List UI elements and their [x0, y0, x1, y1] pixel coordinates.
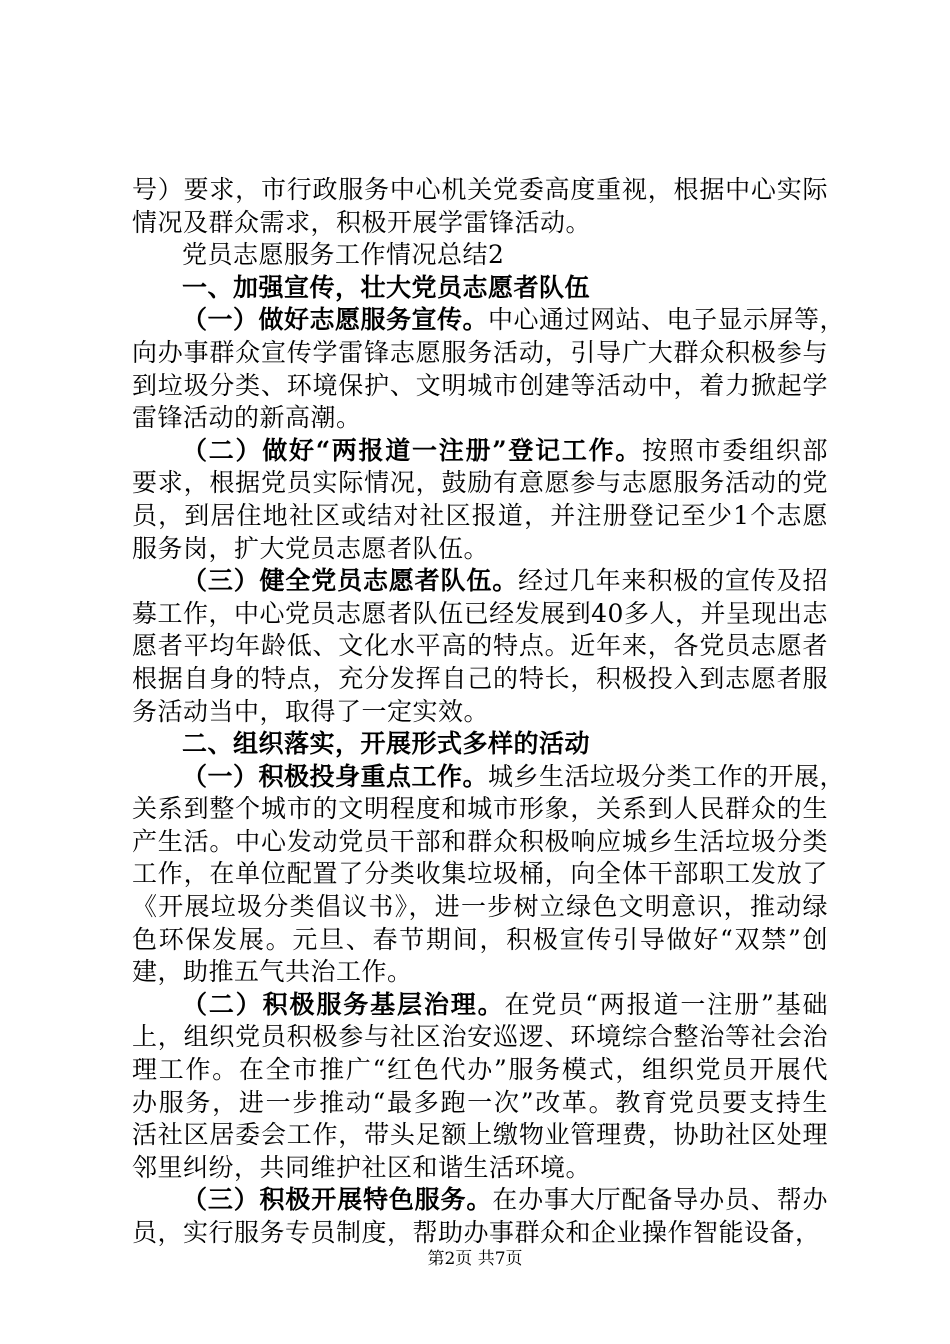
line-text: 二、组织落实，开展形式多样的活动	[182, 729, 591, 759]
paragraph	[132, 304, 846, 434]
line-text: 号）要求，市行政服务中心机关党委高度重视，根据中心实际	[132, 175, 828, 204]
line-text: 根据自身的特点，充分发挥自己的特长，积极投入到志愿者服	[132, 663, 828, 693]
paragraph	[132, 989, 828, 1185]
text-line	[132, 1152, 828, 1185]
line-text: 党员志愿服务工作情况总结2	[182, 240, 505, 270]
text-line	[132, 891, 828, 924]
text-line	[132, 239, 828, 272]
text-line	[132, 174, 828, 207]
text-line	[132, 304, 846, 337]
document-body	[132, 174, 846, 1250]
section-heading	[132, 728, 828, 761]
paragraph-lead: （三）积极开展特色服务。	[182, 1185, 493, 1215]
text-line	[132, 1087, 828, 1120]
section-heading	[132, 272, 828, 305]
paragraph-lead: （二）积极服务基层治理。	[182, 989, 505, 1019]
line-text: 《开展垃圾分类倡议书》，进一步树立绿色文明意识，推动绿	[132, 892, 828, 922]
paragraph	[132, 239, 828, 272]
paragraph	[132, 761, 846, 989]
line-text: 情况及群众需求，积极开展学雷锋活动。	[132, 207, 592, 237]
text-line	[132, 1054, 828, 1087]
text-line	[132, 272, 828, 305]
paragraph	[132, 174, 828, 239]
line-text: 工作，在单位配置了分类收集垃圾桶，向全体干部职工发放了	[132, 859, 828, 889]
text-line	[132, 207, 828, 240]
text-line	[132, 989, 828, 1022]
paragraph	[132, 565, 828, 728]
line-text: 建，助推五气共治工作。	[132, 957, 413, 987]
text-line	[132, 924, 828, 957]
text-line	[132, 598, 828, 631]
line-text: 城乡生活垃圾分类工作的开展，	[488, 761, 846, 791]
line-text: 色环保发展。元旦、春节期间，积极宣传引导做好“双禁”创	[132, 924, 828, 954]
line-text: 一、加强宣传，壮大党员志愿者队伍	[182, 272, 591, 302]
text-line	[132, 858, 828, 891]
line-text: 要求，根据党员实际情况，鼓励有意愿参与志愿服务活动的党	[132, 468, 828, 498]
text-line	[132, 500, 828, 533]
paragraph	[132, 435, 828, 565]
line-text: 在办事大厅配备导办员、帮办	[492, 1185, 828, 1215]
paragraph-lead: （三）健全党员志愿者队伍。	[182, 566, 519, 596]
paragraph-lead: （一）积极投身重点工作。	[182, 761, 489, 791]
line-text: 中心通过网站、电子显示屏等，	[488, 305, 846, 335]
line-text: 经过几年来积极的宣传及招	[518, 566, 828, 596]
text-line	[132, 435, 828, 468]
text-line	[132, 630, 828, 663]
text-line	[132, 565, 828, 598]
text-line	[132, 663, 828, 696]
line-text: 务活动当中，取得了一定实效。	[132, 696, 490, 726]
text-line	[132, 826, 828, 859]
line-text: 募工作，中心党员志愿者队伍已经发展到40多人，并呈现出志	[132, 598, 828, 628]
line-text: 员，实行服务专员制度，帮助办事群众和企业操作智能设备，	[132, 1218, 821, 1247]
text-line	[132, 1184, 828, 1217]
line-text: 向办事群众宣传学雷锋志愿服务活动，引导广大群众积极参与	[132, 337, 828, 367]
line-text: 在党员“两报道一注册”基础	[504, 989, 828, 1019]
line-text: 上，组织党员积极参与社区治安巡逻、环境综合整治等社会治	[132, 1022, 828, 1052]
line-text: 愿者平均年龄低、文化水平高的特点。近年来，各党员志愿者	[132, 631, 828, 661]
text-line	[132, 402, 828, 435]
line-text: 办服务，进一步推动“最多跑一次”改革。教育党员要支持生	[132, 1087, 828, 1117]
line-text: 关系到整个城市的文明程度和城市形象，关系到人民群众的生	[132, 794, 828, 824]
line-text: 员，到居住地社区或结对社区报道，并注册登记至少1个志愿	[132, 500, 828, 530]
text-line	[132, 956, 828, 989]
text-line	[132, 1119, 828, 1152]
line-text: 活社区居委会工作，带头足额上缴物业管理费，协助社区处理	[132, 1120, 828, 1150]
paragraph-lead: （一）做好志愿服务宣传。	[182, 305, 489, 335]
line-text: 服务岗，扩大党员志愿者队伍。	[132, 533, 490, 563]
text-line	[132, 793, 828, 826]
text-line	[132, 337, 828, 370]
text-line	[132, 370, 828, 403]
text-line	[132, 467, 828, 500]
line-text: 邻里纠纷，共同维护社区和谐生活环境。	[132, 1152, 592, 1182]
text-line	[132, 533, 828, 566]
line-text: 雷锋活动的新高潮。	[132, 403, 362, 433]
paragraph	[132, 1184, 828, 1249]
text-line	[132, 1021, 828, 1054]
line-text: 按照市委组织部	[642, 435, 828, 465]
line-text: 理工作。在全市推广“红色代办”服务模式，组织党员开展代	[132, 1055, 828, 1085]
text-line	[132, 696, 828, 729]
line-text: 产生活。中心发动党员干部和群众积极响应城乡生活垃圾分类	[132, 826, 828, 856]
text-line	[132, 728, 828, 761]
line-text: 到垃圾分类、环境保护、文明城市创建等活动中，着力掀起学	[132, 370, 828, 400]
text-line	[132, 761, 846, 794]
paragraph-lead: （二）做好“两报道一注册”登记工作。	[182, 435, 643, 465]
page-footer: 第2页 共7页	[427, 1249, 523, 1269]
